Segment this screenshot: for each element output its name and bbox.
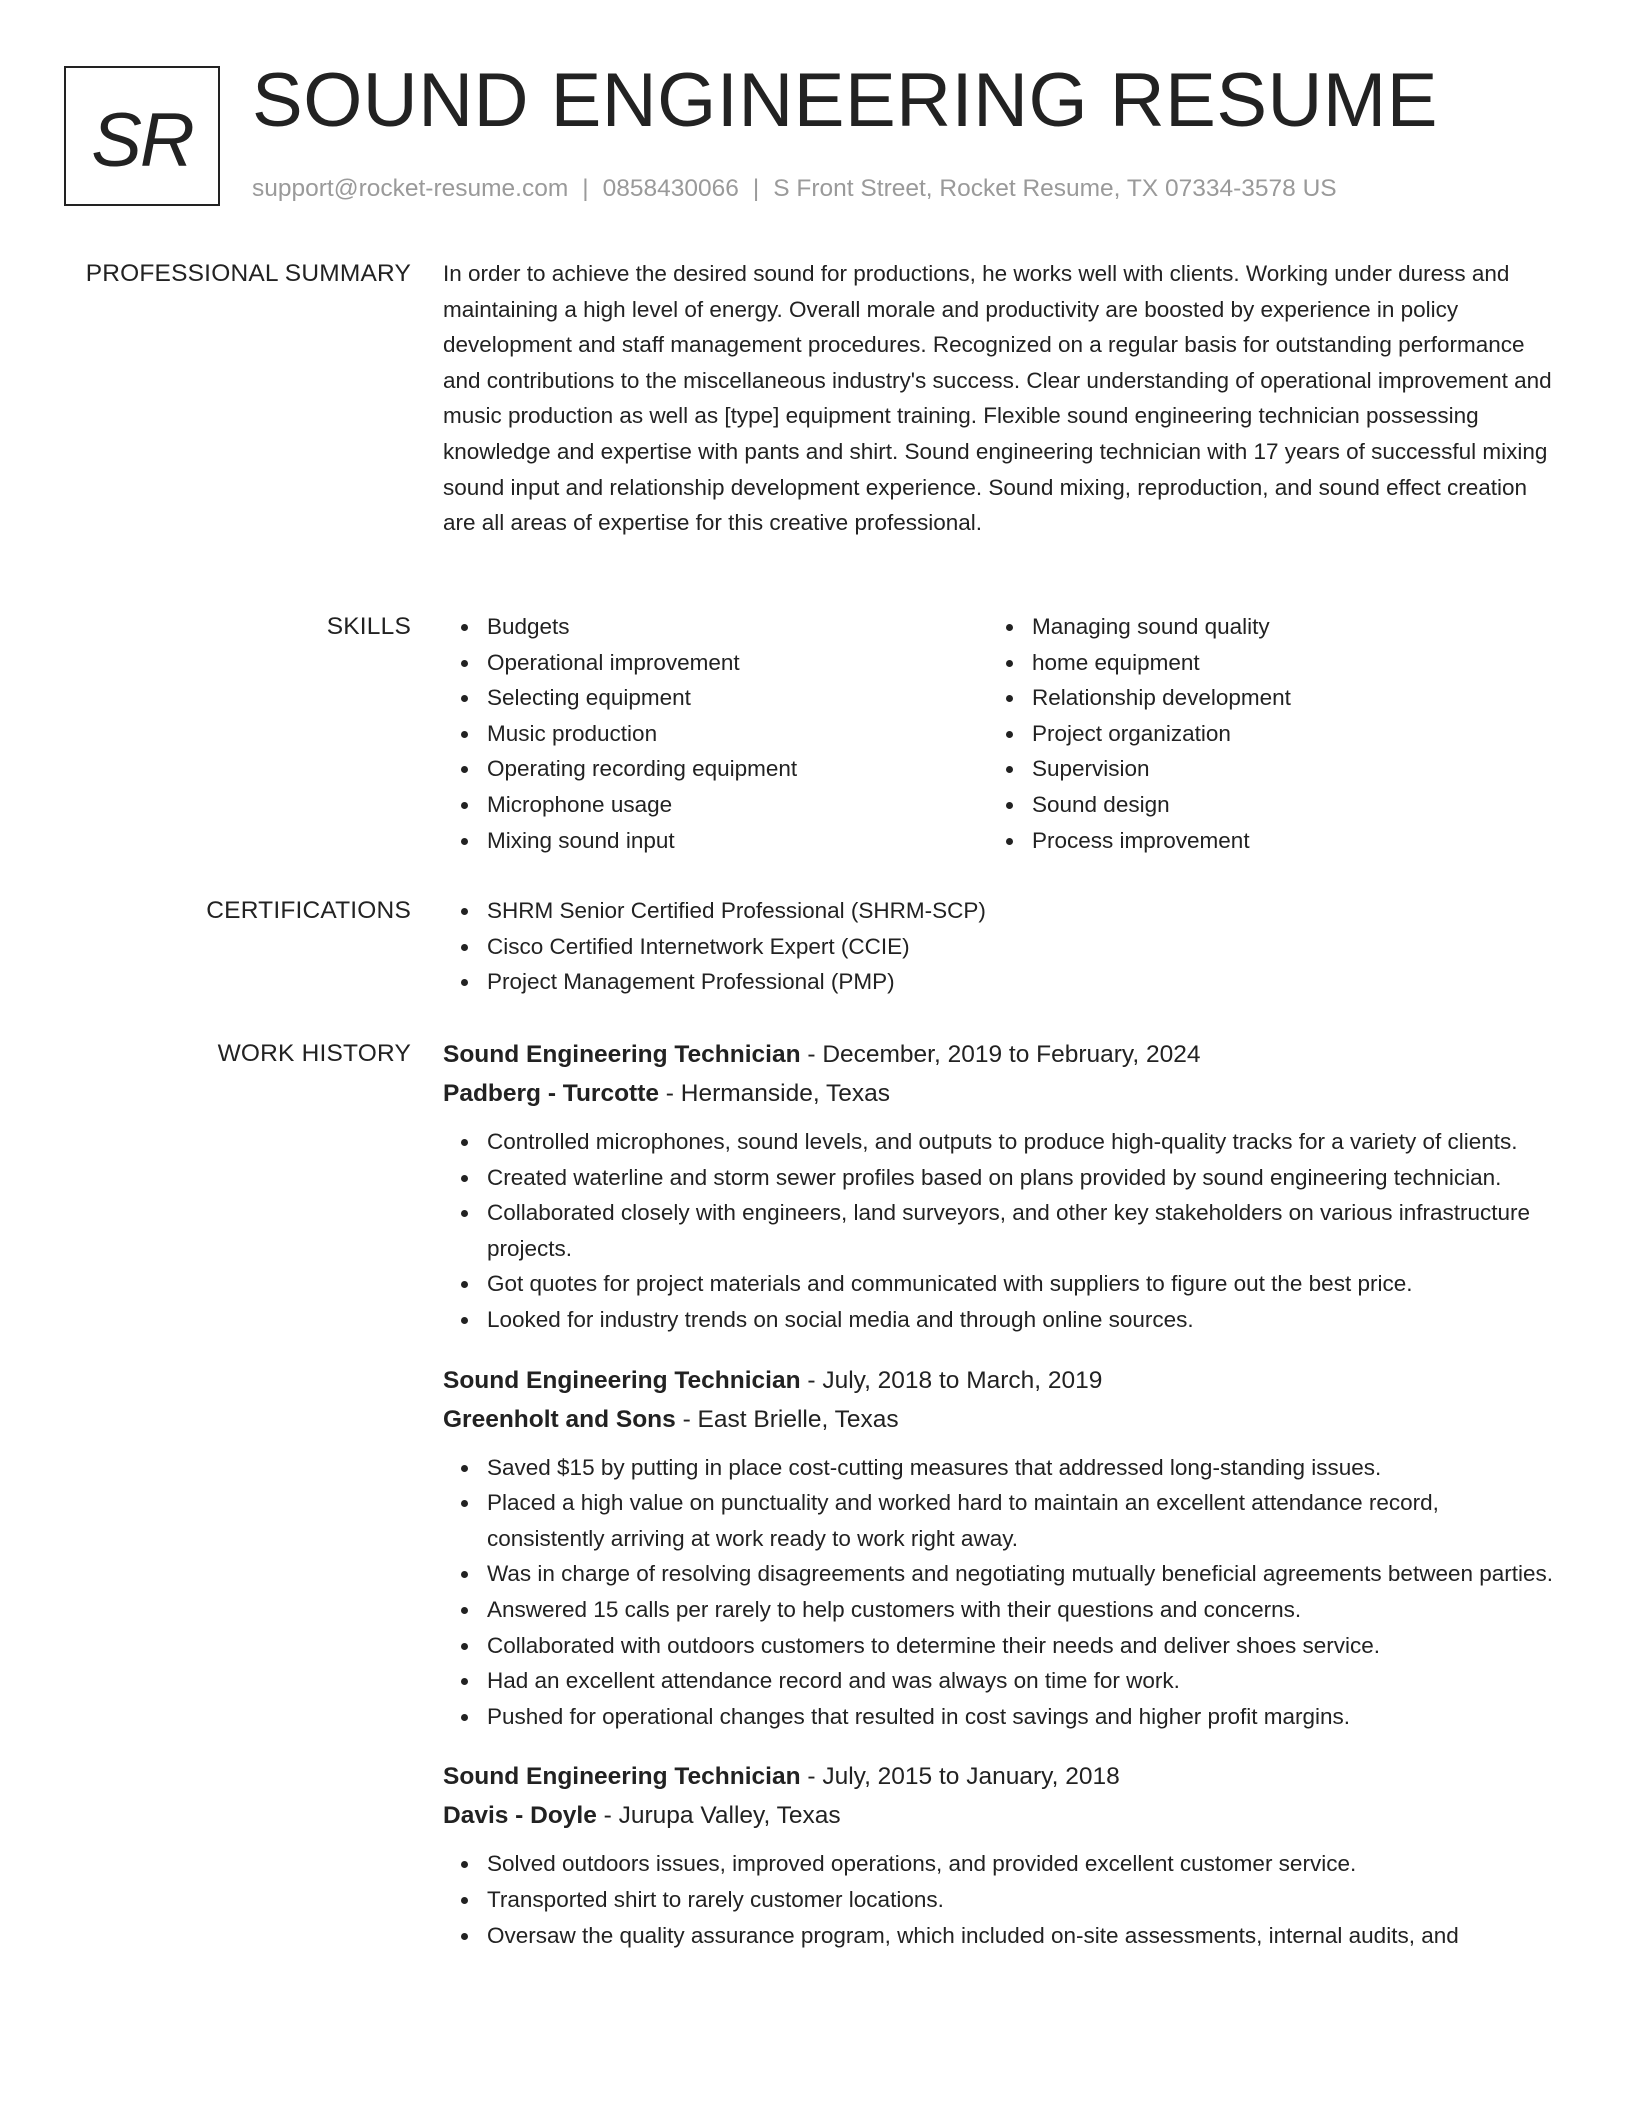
contact-separator: |	[752, 175, 760, 202]
section-label: SKILLS	[326, 613, 411, 640]
skill-item: Budgets	[443, 609, 988, 645]
job-bullet: Collaborated with outdoors customers to determine their needs and deliver shoes service.	[443, 1628, 1558, 1664]
job-title: Sound Engineering Technician	[443, 1763, 801, 1791]
certifications-list	[443, 893, 1558, 1000]
job-title: Sound Engineering Technician	[443, 1041, 801, 1068]
job-company-line	[443, 1074, 1558, 1114]
contact-phone: 0858430066	[602, 175, 739, 202]
job-entry	[443, 1362, 1558, 1735]
resume-title: SOUND ENGINEERING RESUME	[252, 58, 1438, 143]
job-bullet: Created waterline and storm sewer profiles based on plans provided by sound engineering technician.	[443, 1160, 1558, 1196]
job-location: - Hermanside, Texas	[658, 1080, 891, 1107]
job-title: Sound Engineering Technician	[443, 1366, 801, 1394]
section-label: PROFESSIONAL SUMMARY	[85, 260, 411, 287]
job-company-line	[443, 1400, 1558, 1440]
certification-item: Project Management Professional (PMP)	[443, 964, 1558, 1000]
monogram-badge	[64, 66, 220, 206]
skill-item: home equipment	[988, 645, 1533, 681]
summary-text: In order to achieve the desired sound for productions, he works well with clients. Working under duress and maintaining a high level of energy. Overall morale and productivity are boosted by experience in policy development and staff management procedures. Recognized on a regular basis for outstanding performance and contributions to the miscellaneous industry's success. Clear understanding of operational improvement and music production as well as [type] equipment training. Flexible sound engineering technician possessing knowledge and expertise with pants and shirt. Sound engineering technician with 17 years of successful mixing sound input and relationship development experience. Sound mixing, reproduction, and sound effect creation are all areas of expertise for this creative professional.	[443, 261, 1552, 536]
job-bullet: Was in charge of resolving disagreements and negotiating mutually beneficial agreements between parties.	[443, 1556, 1558, 1592]
skill-item: Mixing sound input	[443, 823, 988, 859]
section-body	[443, 1036, 1558, 1977]
skill-item: Managing sound quality	[988, 609, 1533, 645]
job-bullets	[443, 1846, 1558, 1953]
skill-item: Sound design	[988, 787, 1533, 823]
job-dates: - July, 2018 to March, 2019	[800, 1366, 1103, 1394]
job-bullet: Oversaw the quality assurance program, which included on-site assessments, internal audits, and	[443, 1918, 1558, 1954]
job-bullets	[443, 1450, 1558, 1735]
section-body	[443, 256, 1558, 541]
job-bullet: Collaborated closely with engineers, land surveyors, and other key stakeholders on various infrastructure projects.	[443, 1195, 1558, 1266]
skill-item: Project organization	[988, 716, 1533, 752]
job-bullet: Controlled microphones, sound levels, and outputs to produce high-quality tracks for a variety of clients.	[443, 1124, 1558, 1160]
job-company: Padberg - Turcotte	[443, 1080, 659, 1107]
section-body	[443, 609, 1558, 858]
skill-item: Music production	[443, 716, 988, 752]
skill-item: Operational improvement	[443, 645, 988, 681]
job-title-line	[443, 1036, 1558, 1074]
job-bullet: Got quotes for project materials and communicated with suppliers to figure out the best price.	[443, 1266, 1558, 1302]
skill-item: Operating recording equipment	[443, 751, 988, 787]
job-location: - East Brielle, Texas	[675, 1405, 899, 1433]
job-bullets	[443, 1124, 1558, 1338]
job-company-line	[443, 1796, 1558, 1836]
skills-column-right	[988, 609, 1533, 858]
contact-separator: |	[582, 175, 589, 202]
skill-item: Supervision	[988, 751, 1533, 787]
section-body	[443, 893, 1558, 1000]
job-bullet: Placed a high value on punctuality and worked hard to maintain an excellent attendance record, consistently arriving at work ready to work right away.	[443, 1485, 1558, 1556]
skills-grid	[443, 609, 1558, 858]
job-company: Greenholt and Sons	[443, 1405, 676, 1433]
job-title-line	[443, 1758, 1558, 1796]
contact-line	[252, 172, 1337, 206]
job-bullet: Pushed for operational changes that resulted in cost savings and higher profit margins.	[443, 1699, 1558, 1735]
section-label: CERTIFICATIONS	[206, 897, 411, 924]
job-bullet: Looked for industry trends on social media and through online sources.	[443, 1302, 1558, 1338]
skill-item: Selecting equipment	[443, 680, 988, 716]
job-bullet: Solved outdoors issues, improved operations, and provided excellent customer service.	[443, 1846, 1558, 1882]
skills-column-left	[443, 609, 988, 858]
skill-item: Process improvement	[988, 823, 1533, 859]
job-bullet: Had an excellent attendance record and was always on time for work.	[443, 1663, 1558, 1699]
job-entry	[443, 1758, 1558, 1953]
contact-email: support@rocket-resume.com	[252, 175, 569, 202]
job-bullet: Transported shirt to rarely customer locations.	[443, 1882, 1558, 1918]
section-label: WORK HISTORY	[217, 1040, 411, 1067]
job-bullet: Answered 15 calls per rarely to help customers with their questions and concerns.	[443, 1592, 1558, 1628]
job-dates: - December, 2019 to February, 2024	[800, 1041, 1201, 1068]
job-bullet: Saved $15 by putting in place cost-cutting measures that addressed long-standing issues.	[443, 1450, 1558, 1486]
job-company: Davis - Doyle	[443, 1802, 597, 1830]
contact-address: S Front Street, Rocket Resume, TX 07334-3578 US	[773, 175, 1337, 202]
job-title-line	[443, 1362, 1558, 1400]
job-dates: - July, 2015 to January, 2018	[800, 1763, 1120, 1791]
skill-item: Microphone usage	[443, 787, 988, 823]
job-entry	[443, 1036, 1558, 1338]
job-location: - Jurupa Valley, Texas	[596, 1802, 841, 1830]
skill-item: Relationship development	[988, 680, 1533, 716]
certification-item: Cisco Certified Internetwork Expert (CCIE)	[443, 929, 1558, 965]
certification-item: SHRM Senior Certified Professional (SHRM-SCP)	[443, 893, 1558, 929]
monogram-initials: SR	[91, 97, 193, 183]
